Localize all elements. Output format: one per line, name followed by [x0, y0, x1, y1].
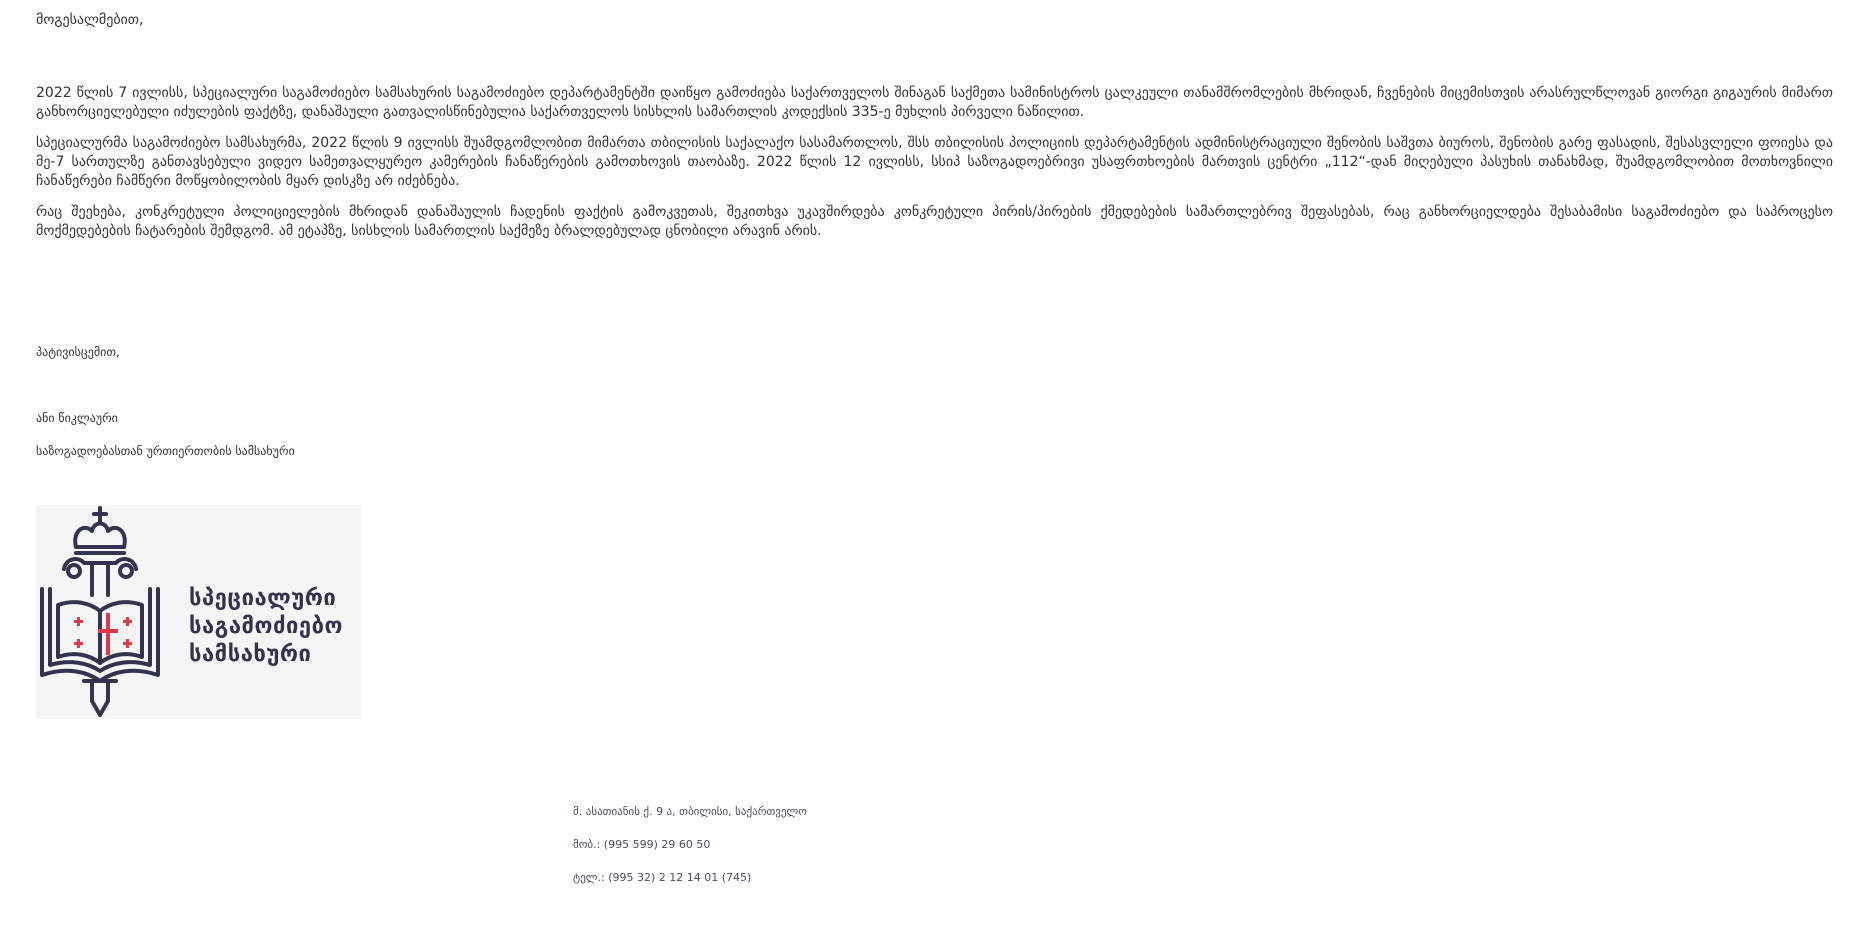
closing: პატივისცემით,	[36, 345, 120, 359]
signer-name: ანი წიკლაური	[36, 411, 118, 425]
paragraph-3: რაც შეეხება, კონკრეტული პოლიციელების მხრიდან დანაშაულის ჩადენის ფაქტის გამოკვეთას, შეკითხვა უკავშირდება კონკრეტული პირის/პირების ქმედებების სამართლებრივ შეფასებას, რაც განხორციელდება შესაბამისი საგამოძიებო და საპროცესო მოქმედებების ჩატარების შემდგომ. ამ ეტაპზე, სისხლის სამართლის საქმეზე ბრალდებულად ცნობილი არავინ არის.	[36, 204, 1833, 239]
logo-line-1: სპეციალური	[189, 586, 337, 611]
footer-mobile: მობ.: (995 599) 29 60 50	[573, 838, 711, 851]
logo-emblem-icon	[36, 505, 186, 719]
logo-line-2: საგამოძიებო	[189, 614, 343, 639]
footer-phone: ტელ.: (995 32) 2 12 14 01 (745)	[573, 871, 752, 884]
agency-logo	[36, 505, 361, 719]
logo-line-3: სამსახური	[189, 642, 312, 667]
paragraph-1: 2022 წლის 7 ივლისს, სპეციალური საგამოძიებო სამსახურის საგამოძიებო დეპარტამენტში დაიწყო გამოძიება საქართველოს შინაგან საქმეთა სამინისტროს ცალკეული თანამშრომლების მხრიდან, ჩვენების მიცემისთვის არასრულწლოვან გიორგი გიგაურის მიმართ განხორციელებული იძულების ფაქტზე, დანაშაული გათვალისწინებულია საქართველოს სისხლის სამართლის კოდექსის 335-ე მუხლის პირველი ნაწილით.	[36, 85, 1833, 120]
footer-address: მ. ასათიანის ქ. 9 ა, თბილისი, საქართველო	[573, 805, 807, 818]
greeting: მოგესალმებით,	[36, 12, 144, 28]
contact-footer	[573, 805, 807, 904]
letter-body	[36, 84, 1833, 253]
signer-department: საზოგადოებასთან ურთიერთობის სამსახური	[36, 444, 295, 458]
logo-wordmark	[189, 585, 359, 669]
paragraph-2: სპეციალურმა საგამოძიებო სამსახურმა, 2022 წლის 9 ივლისს შუამდგომლობით მიმართა თბილისის საქალაქო სასამართლოს, შსს თბილისის პოლიციის დეპარტამენტის ადმინისტრაციული შენობის საშვთა ბიუროს, შენობის გარე ფასადის, შესასვლელი ფოიესა და მე-7 სართულზე განთავსებული ვიდეო სამეთვალყურეო კამერების ჩანაწერების გამოთხოვის თაობაზე. 2022 წლის 12 ივლისს, სსიპ საზოგადოებრივი უსაფრთხოების მართვის ცენტრი „112“-დან მიღებული პასუხის თანახმად, შუამდგომლობით მოთხოვნილი ჩანაწერები ჩამწერი მოწყობილობის მყარ დისკზე არ იძებნება.	[36, 135, 1833, 189]
